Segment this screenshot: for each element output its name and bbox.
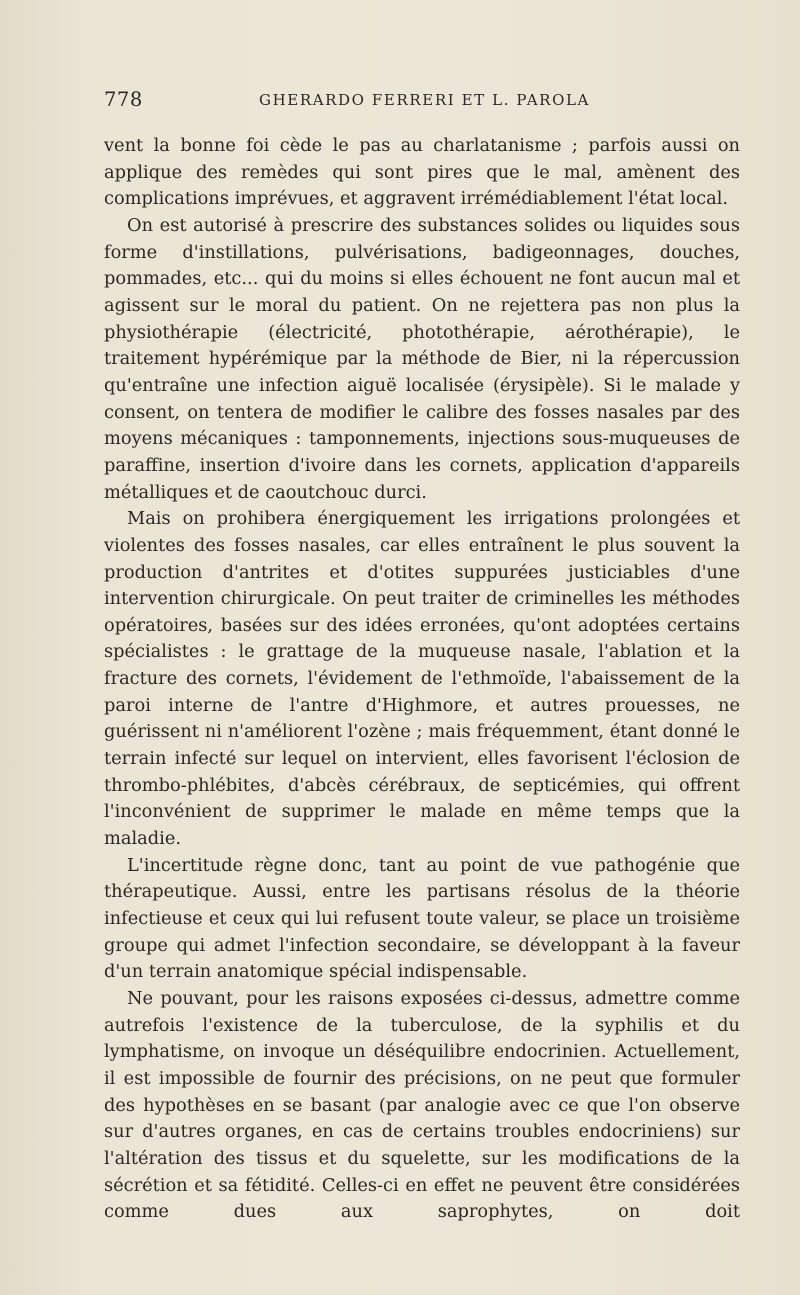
- paragraph-prohibitions: Mais on prohibera énergiquement les irrigations prolongées et violentes des fosses nasales, car elles entraînent le plus souvent la production d'antrites et d'otites suppurées justiciables d'une intervention chirurgicale. On peut traiter de criminelles les méthodes opératoires, basées sur des idées erronées, qu'ont adoptées certains spécialistes : le grattage de la muqueuse nasale, l'ablation et la fracture des cornets, l'évidement de l'ethmoïde, l'abaissement de la paroi interne de l'antre d'Highmore, et autres prouesses, ne guérissent ni n'améliorent l'ozène ; mais fréquemment, étant donné le terrain infecté sur lequel on intervient, elles favorisent l'éclosion de thrombo-phlébites, d'abcès cérébraux, de septicémies, qui offrent l'inconvénient de supprimer le malade en même temps que la maladie.: [104, 508, 740, 850]
- page-number: 778: [104, 88, 143, 111]
- running-head: [104, 88, 746, 118]
- paragraph-treatments: On est autorisé à prescrire des substances solides ou liquides sous forme d'instillations, pulvérisations, badigeonnages, douches, pommades, etc... qui du moins si elles échouent ne font aucun mal et agissent sur le moral du patient. On ne rejettera pas non plus la physiothérapie (électricité, photothérapie, aérothérapie), le traitement hypérémique par la méthode de Bier, ni la répercussion qu'entraîne une infection aiguë localisée (érysipèle). Si le malade y consent, on tentera de modifier le calibre des fosses nasales par des moyens mécaniques : tamponnements, injections sous-muqueuses de paraffine, insertion d'ivoire dans les cornets, application d'appareils métalliques et de caoutchouc durci.: [104, 214, 740, 503]
- paragraph-continued: vent la bonne foi cède le pas au charlatanisme ; parfois aussi on applique des remèdes qui sont pires que le mal, amènent des complications imprévues, et aggravent irrémédiablement l'état local.: [104, 135, 740, 210]
- paragraph-endocrine: Ne pouvant, pour les raisons exposées ci-dessus, admettre comme autrefois l'existence de la tuberculose, de la syphilis et du lymphatisme, on invoque un déséquilibre endocrinien. Actuellement, il est impossible de fournir des précisions, on ne peut que formuler des hypothèses en se basant (par analogie avec ce que l'on observe sur d'autres organes, en cas de certains troubles endocriniens) sur l'altération des tissus et du squelette, sur les modifications de la sécrétion et sa fétidité. Celles-ci en effet ne peuvent être considérées comme dues aux saprophytes, on doit: [104, 988, 740, 1223]
- body-text: [104, 133, 740, 1226]
- paragraph-uncertainty: L'incertitude règne donc, tant au point de vue pathogénie que thérapeutique. Aussi, entre les partisans résolus de la théorie infectieuse et ceux qui lui refusent toute valeur, se place un troisième groupe qui admet l'infection secondaire, se développant à la faveur d'un terrain anatomique spécial indispensable.: [104, 854, 740, 983]
- running-title: GHERARDO FERRERI ET L. PAROLA: [259, 91, 590, 109]
